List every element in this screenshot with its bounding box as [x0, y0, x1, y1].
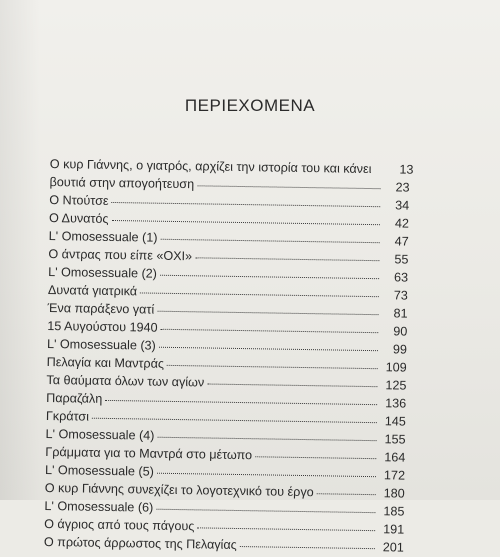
dot-leader: [255, 455, 376, 459]
toc-entry-title: Ο Δυνατός: [48, 210, 109, 226]
toc-page-number: 13: [399, 162, 414, 177]
toc-entry-title: L' Omosessuale (4): [45, 426, 155, 443]
toc-entry-title: Ένα παράξενο γατί: [47, 300, 155, 317]
dot-leader: [317, 492, 376, 495]
dot-leader: [240, 545, 375, 549]
toc-entry-title-line1: Ο κυρ Γιάννης, ο γιατρός, αρχίζει την ιστορία του και κάνει: [49, 156, 372, 177]
dot-leader: [161, 328, 379, 333]
toc-page-number: 136: [385, 396, 407, 411]
page-title: ΠΕΡΙΕΧΟΜΕΝΑ: [184, 96, 316, 115]
dot-leader: [156, 508, 375, 513]
toc-page-number: 180: [383, 486, 405, 501]
dot-leader: [159, 346, 378, 351]
toc-entry-title: Δυνατά γιατρικά: [47, 282, 138, 299]
toc-page-number: 55: [394, 252, 409, 267]
dot-leader: [160, 274, 379, 279]
toc-page-number: 34: [395, 198, 410, 213]
toc-entry-title: Γκράτσι: [45, 408, 90, 424]
toc-entry-title: L' Omosessuale (3): [46, 336, 156, 353]
dot-leader: [167, 364, 378, 369]
toc-page-number: 42: [394, 216, 410, 231]
toc-page-number: 63: [393, 270, 409, 285]
toc-entry-title: L' Omosessuale (1): [48, 228, 158, 245]
toc-page-number: 23: [395, 180, 410, 195]
toc-entry-title: L' Omosessuale (5): [44, 462, 154, 479]
dot-leader: [197, 184, 380, 189]
toc-entry-title: Γράμματα για το Μαντρά στο μέτωπο: [45, 444, 253, 463]
toc-entry-title: Ο Ντούτσε: [49, 192, 109, 208]
toc-page-number: 81: [393, 306, 408, 321]
dot-leader: [197, 526, 375, 531]
toc-entry-title: L' Omosessuale (6): [44, 498, 154, 515]
dot-leader: [140, 291, 379, 297]
dot-leader: [207, 382, 377, 387]
dot-leader: [92, 417, 377, 423]
toc-entry-title: Τα θαύματα όλων των αγίων: [46, 372, 205, 390]
dot-leader: [374, 170, 384, 171]
toc-page-number: 90: [393, 324, 408, 339]
dot-leader: [157, 472, 376, 477]
dot-leader: [112, 219, 380, 225]
toc-entry-title: Ο άντρας που είπε «ΟΧΙ»: [48, 246, 193, 264]
toc-entry-title: Πελαγία και Μαντράς: [46, 354, 165, 371]
toc-page-number: 145: [384, 414, 406, 429]
toc-entry-title: L' Omosessuale (2): [48, 264, 158, 281]
dot-leader: [160, 238, 379, 243]
dot-leader: [157, 310, 378, 315]
toc-page-number: 201: [382, 540, 404, 555]
toc-entry-title: βουτιά στην απογοήτευση: [49, 174, 195, 192]
toc-page-number: 191: [383, 522, 405, 537]
toc-entry-title: Ο άγριος από τους πάγους: [44, 516, 195, 534]
dot-leader: [105, 399, 377, 405]
toc-page-number: 172: [383, 468, 406, 483]
table-of-contents: [43, 155, 414, 557]
toc-page-number: 164: [384, 450, 406, 465]
dot-leader: [112, 201, 381, 207]
toc-page-number: 73: [393, 288, 408, 303]
toc-entry-title: Ο κυρ Γιάννης συνεχίζει το λογοτεχνικό του έργο: [44, 480, 314, 500]
toc-page-number: 109: [385, 360, 407, 375]
toc-page-number: 155: [384, 432, 406, 447]
dot-leader: [157, 436, 376, 441]
toc-page-number: 185: [383, 504, 405, 519]
dot-leader: [195, 256, 379, 261]
toc-entry-title: Ο πρώτος άρρωστος της Πελαγίας: [43, 534, 237, 552]
toc-page-number: 99: [392, 342, 408, 357]
toc-page-number: 125: [385, 378, 407, 393]
toc-entry-title: 15 Αυγούστου 1940: [47, 318, 158, 335]
toc-entry-title: Παραζάλη: [46, 390, 103, 406]
toc-page-number: 47: [394, 234, 409, 249]
